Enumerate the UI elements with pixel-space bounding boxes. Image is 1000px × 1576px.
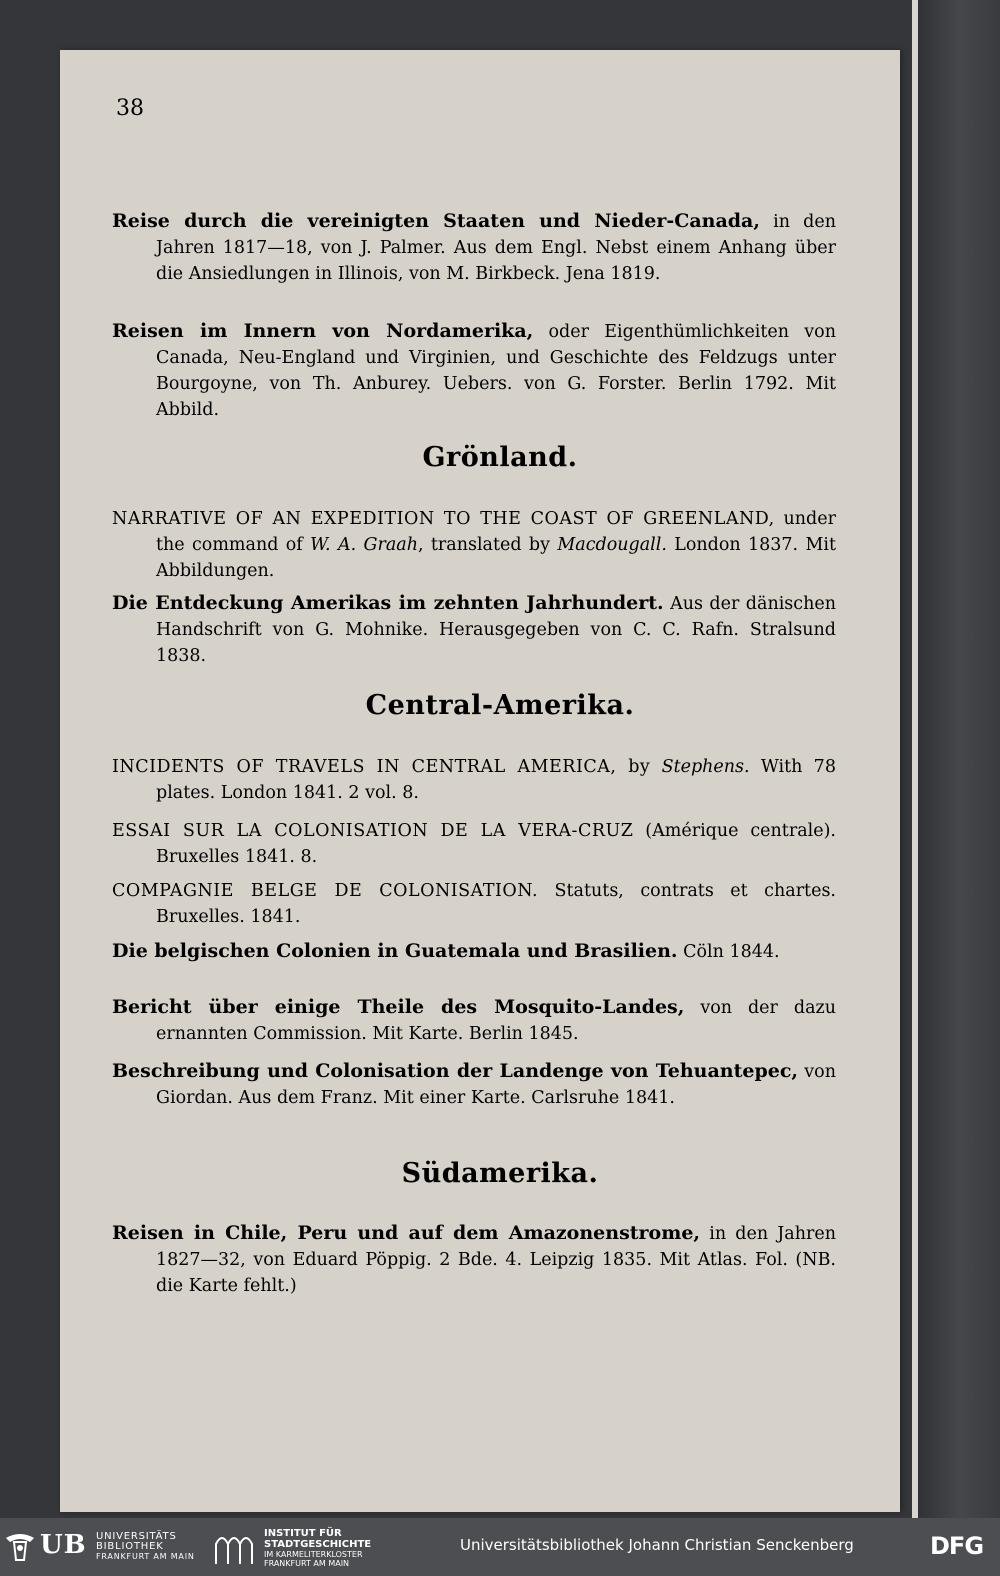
ub-line: UNIVERSITÄTS — [96, 1531, 177, 1542]
page-edge — [912, 0, 918, 1518]
entry-body: (Amérique centrale). Bruxelles 1841. 8. — [156, 821, 836, 867]
institute-logo-icon[interactable] — [214, 1530, 256, 1570]
institute-line: FRANKFURT AM MAIN — [264, 1559, 350, 1568]
catalog-entry — [112, 590, 836, 669]
arches-icon — [214, 1530, 256, 1566]
catalog-entry — [112, 878, 836, 930]
ub-logo-text: UB — [40, 1530, 87, 1560]
entry-title: Reise durch die vereinigten Staaten und Nieder-Canada, — [112, 210, 760, 232]
page-number: 38 — [116, 96, 144, 121]
entry-translator: Macdougall. — [557, 535, 667, 555]
institute-label — [264, 1528, 371, 1568]
catalog-entry — [112, 208, 836, 287]
entry-title: Beschreibung und Colonisation der Landenge von Tehuantepec, — [112, 1060, 798, 1082]
catalog-entry — [112, 318, 836, 423]
entry-body: von Giordan. Aus dem Franz. Mit einer Karte. Carlsruhe 1841. — [156, 1062, 836, 1108]
entry-body: Statuts, contrats et chartes. Bruxelles. 1841. — [156, 881, 836, 927]
entry-title: COMPAGNIE BELGE DE COLONISATION. — [112, 881, 539, 901]
institute-line: IM KARMELITERKLOSTER — [264, 1550, 363, 1559]
entry-body: oder Eigenthümlichkeiten von Canada, Neu-England und Virginien, und Geschichte des Feldzugs unter Bourgoyne, von Th. Anburey. Uebers. von G. Forster. Berlin 1792. Mit Abbild. — [156, 322, 836, 420]
entry-body: in den Jahren 1827—32, von Eduard Pöppig. 2 Bde. 4. Leipzig 1835. Mit Atlas. Fol. (NB. die Karte fehlt.) — [156, 1224, 836, 1296]
entry-body: Aus der dänischen Handschrift von G. Mohnike. Herausgegeben von C. C. Rafn. Stralsund 1838. — [156, 594, 836, 666]
entry-title: Reisen im Innern von Nordamerika, — [112, 320, 534, 342]
ub-line: FRANKFURT AM MAIN — [96, 1552, 195, 1561]
section-heading-central: Central-Amerika. — [365, 690, 635, 721]
catalog-entry — [112, 938, 836, 965]
ub-label — [96, 1532, 195, 1562]
entry-body: , translated by — [417, 535, 550, 555]
entry-author: Stephens. — [661, 757, 750, 777]
catalog-entry — [112, 818, 836, 870]
institute-line: INSTITUT FÜR — [264, 1528, 342, 1539]
entry-body: in den Jahren 1817—18, von J. Palmer. Aus dem Engl. Nebst einem Anhang über die Ansiedlungen in Illinois, von M. Birkbeck. Jena 1819. — [156, 212, 836, 284]
entry-title: NARRATIVE OF AN EXPEDITION TO THE COAST OF GREENLAND, — [112, 509, 775, 529]
entry-body: With 78 plates. London 1841. 2 vol. 8. — [156, 757, 836, 803]
eagle-icon — [0, 1530, 40, 1566]
entry-body: Cöln 1844. — [683, 942, 780, 962]
catalog-entry — [112, 506, 836, 584]
entry-title: INCIDENTS OF TRAVELS IN CENTRAL AMERICA, by — [112, 757, 651, 777]
entry-author: W. A. Graah — [310, 535, 418, 555]
entry-body: von der dazu ernannten Commission. Mit Karte. Berlin 1845. — [156, 998, 836, 1044]
section-heading-groenland: Grönland. — [422, 442, 578, 473]
institute-line: STADTGESCHICHTE — [264, 1539, 372, 1550]
catalog-entry — [112, 1220, 836, 1299]
library-name[interactable]: Universitätsbibliothek Johann Christian Senckenberg — [460, 1536, 854, 1554]
entry-title: Reisen in Chile, Peru und auf dem Amazonenstrome, — [112, 1222, 701, 1244]
catalog-entry — [112, 754, 836, 806]
ub-line: BIBLIOTHEK — [96, 1541, 164, 1552]
footer-bar — [0, 1518, 1000, 1576]
catalog-entry — [112, 994, 836, 1047]
section-heading-sued: Südamerika. — [401, 1158, 599, 1189]
catalog-entry — [112, 1058, 836, 1111]
background-right — [912, 0, 1000, 1518]
entry-body: London 1837. Mit Abbildungen. — [156, 535, 836, 581]
entry-body: under the command of — [156, 509, 836, 555]
entry-title: Bericht über einige Theile des Mosquito-Landes, — [112, 996, 685, 1018]
entry-title: Die belgischen Colonien in Guatemala und Brasilien. — [112, 940, 678, 962]
entry-title: Die Entdeckung Amerikas im zehnten Jahrhundert. — [112, 592, 664, 614]
entry-title: ESSAI SUR LA COLONISATION DE LA VERA-CRUZ — [112, 821, 634, 841]
dfg-logo[interactable]: DFG — [930, 1532, 984, 1560]
